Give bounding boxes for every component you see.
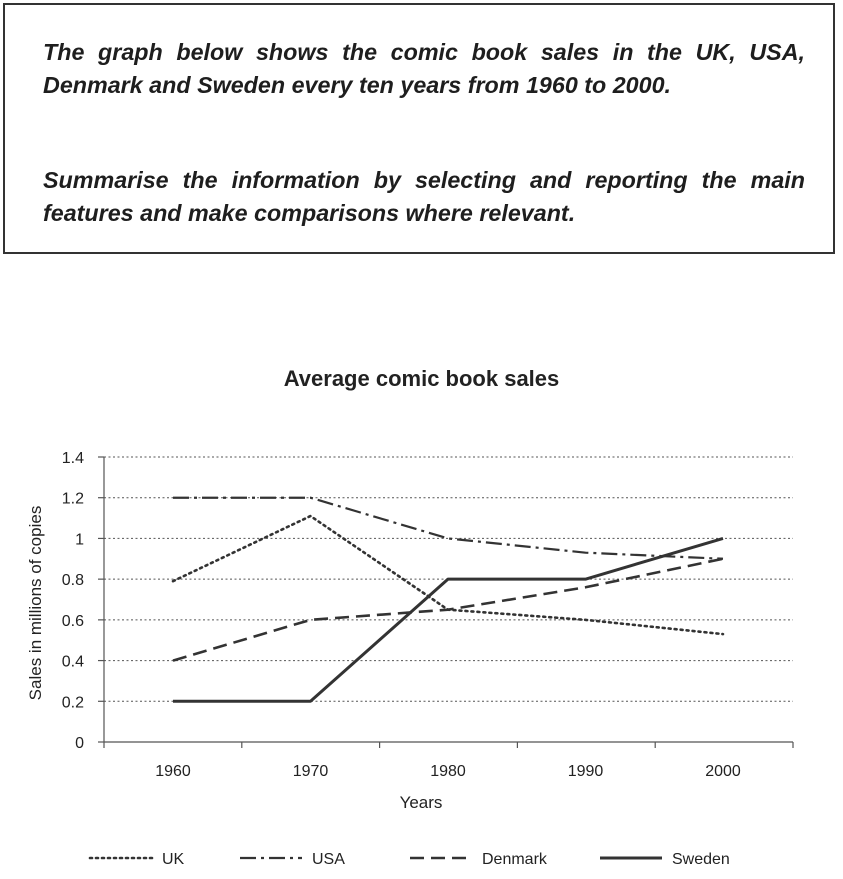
series-line-usa xyxy=(173,498,723,559)
x-tick-label: 1980 xyxy=(430,763,466,780)
chart-title: Average comic book sales xyxy=(283,366,560,391)
y-tick-label: 1.4 xyxy=(61,450,84,467)
y-axis-label: Sales in millions of copies xyxy=(26,505,45,701)
y-tick-labels xyxy=(62,450,104,752)
x-tick-label: 1960 xyxy=(155,763,191,780)
y-tick-label: 0 xyxy=(75,735,84,752)
series-lines xyxy=(173,498,723,702)
y-tick-label: 0.2 xyxy=(61,694,84,712)
x-tick-labels xyxy=(104,742,793,780)
series-line-uk xyxy=(173,516,723,634)
legend-label-sweden: Sweden xyxy=(672,851,730,868)
x-tick-label: 1990 xyxy=(567,763,604,780)
legend-label-uk: UK xyxy=(162,851,185,868)
y-tick-label: 1.2 xyxy=(61,490,84,508)
y-tick-label: 0.8 xyxy=(61,572,84,590)
series-line-denmark xyxy=(173,559,723,661)
x-tick-label: 1970 xyxy=(292,763,329,780)
task-paragraph-2: Summarise the information by selecting and reporting the main features and make comparisons where relevant. xyxy=(43,167,805,226)
axes xyxy=(104,457,793,742)
legend-label-usa: USA xyxy=(312,851,345,868)
y-tick-label: 0.4 xyxy=(61,653,84,671)
y-tick-label: 1 xyxy=(75,531,84,549)
y-tick-label: 0.6 xyxy=(61,612,84,630)
legend xyxy=(90,851,730,868)
x-tick-label: 2000 xyxy=(705,763,741,780)
legend-label-denmark: Denmark xyxy=(482,851,547,868)
x-axis-label: Years xyxy=(399,793,443,812)
task-paragraph-1: The graph below shows the comic book sales in the UK, USA, Denmark and Sweden every ten years from 1960 to 2000. xyxy=(43,39,805,98)
